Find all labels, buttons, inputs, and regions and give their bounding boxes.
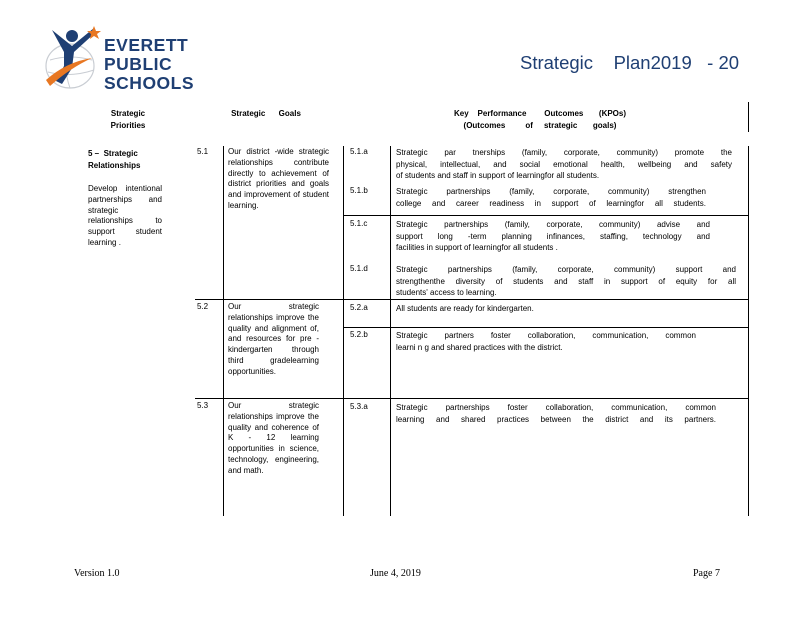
goal-text: Our strategic relationships improve the quality and alignment of, and resources for pre - kindergarten through third gradelearning opportunities. <box>228 302 319 376</box>
kpo-line: facilities in support of learningfor all students . <box>396 243 558 252</box>
logo-line-2: PUBLIC <box>104 54 173 74</box>
footer-page-number: Page 7 <box>693 568 720 579</box>
goal-text: Our strategic relationships improve the quality and coherence of K - 12 learning opportunities in science, technology, engineering, and math. <box>228 401 319 475</box>
kpo-line: support long -term planning infinances, staffing, technology and <box>396 231 710 241</box>
kpo-line: Strategic partnerships (family, corporate, community) advise and <box>396 220 710 229</box>
kpo-text-left-border <box>390 146 391 516</box>
kpo-line: Strategic partnerships foster collaboration, communication, common <box>396 403 716 412</box>
kpo-line: Strategic partnerships (family, corporate, community) strengthen <box>396 187 706 196</box>
document-title: Strategic Plan2019 - 20 <box>520 52 740 73</box>
kpo-divider <box>343 215 749 216</box>
goal-number: 5.3 <box>197 401 209 410</box>
kpo-text <box>396 219 710 254</box>
kpo-line: Strategic partners foster collaboration, communication, common <box>396 331 696 340</box>
kpo-line: strengthenthe diversity of students and staff in support of equity for all <box>396 276 736 286</box>
priority-title: 5 – Strategic Relationships <box>88 149 141 170</box>
kpo-text <box>396 330 696 353</box>
kpo-number: 5.2.b <box>350 330 368 339</box>
kpo-number: 5.2.a <box>350 303 368 312</box>
kpo-line: All students are ready for kindergarten. <box>396 304 534 313</box>
goal-divider <box>195 299 749 300</box>
kpo-line: learning and shared practices between the district and its partners. <box>396 414 716 424</box>
kpo-number: 5.1.c <box>350 219 368 228</box>
footer-version: Version 1.0 <box>74 568 120 579</box>
footer-date: June 4, 2019 <box>370 568 421 579</box>
goal-number: 5.2 <box>197 302 209 311</box>
kpo-line: Strategic par tnerships (family, corporate, community) promote the <box>396 148 732 157</box>
kpo-number: 5.1.a <box>350 147 368 156</box>
kpo-text <box>396 303 596 315</box>
goal-text-left-border <box>223 146 224 516</box>
table-right-border <box>748 146 749 516</box>
priority-description: Develop intentional partnerships and strategic relationships to support student learning . <box>88 184 162 247</box>
goal-number: 5.1 <box>197 147 209 156</box>
header-strategic-goals: Strategic Goals <box>231 109 301 118</box>
logo-line-1: EVERETT <box>104 35 189 55</box>
kpo-column-left-border <box>343 146 344 516</box>
kpo-line: Strategic partnerships (family, corporate, community) support and <box>396 265 736 274</box>
kpo-divider <box>343 327 749 328</box>
kpo-number: 5.1.d <box>350 264 368 273</box>
kpo-text <box>396 264 736 299</box>
kpo-text <box>396 186 706 209</box>
kpo-line: learni n g and shared practices with the district. <box>396 342 563 352</box>
header-kpos: Key Performance Outcomes (KPOs) (Outcomes of strategic goals) <box>453 109 627 130</box>
goal-text: Our district -wide strategic relationships contribute directly to achievement of district priorities and goals and improvement of student learning. <box>228 147 329 210</box>
kpo-line: college and career readiness in support of learningfor all students. <box>396 198 706 208</box>
goal-divider <box>195 398 749 399</box>
kpo-line: physical, intellectual, and social emotional health, wellbeing and safety <box>396 159 732 169</box>
kpo-number: 5.1.b <box>350 186 368 195</box>
header-right-border <box>748 102 749 132</box>
kpo-text <box>396 147 732 182</box>
kpo-line: of students and staff in support of learningfor all students. <box>396 171 600 180</box>
header-strategic-priorities: Strategic Priorities <box>110 109 146 130</box>
everett-public-schools-logo <box>42 24 212 96</box>
kpo-text <box>396 402 716 425</box>
runner-globe-icon <box>42 24 108 96</box>
logo-line-3: SCHOOLS <box>104 73 195 93</box>
kpo-number: 5.3.a <box>350 402 368 411</box>
kpo-line: students' access to learning. <box>396 288 497 297</box>
